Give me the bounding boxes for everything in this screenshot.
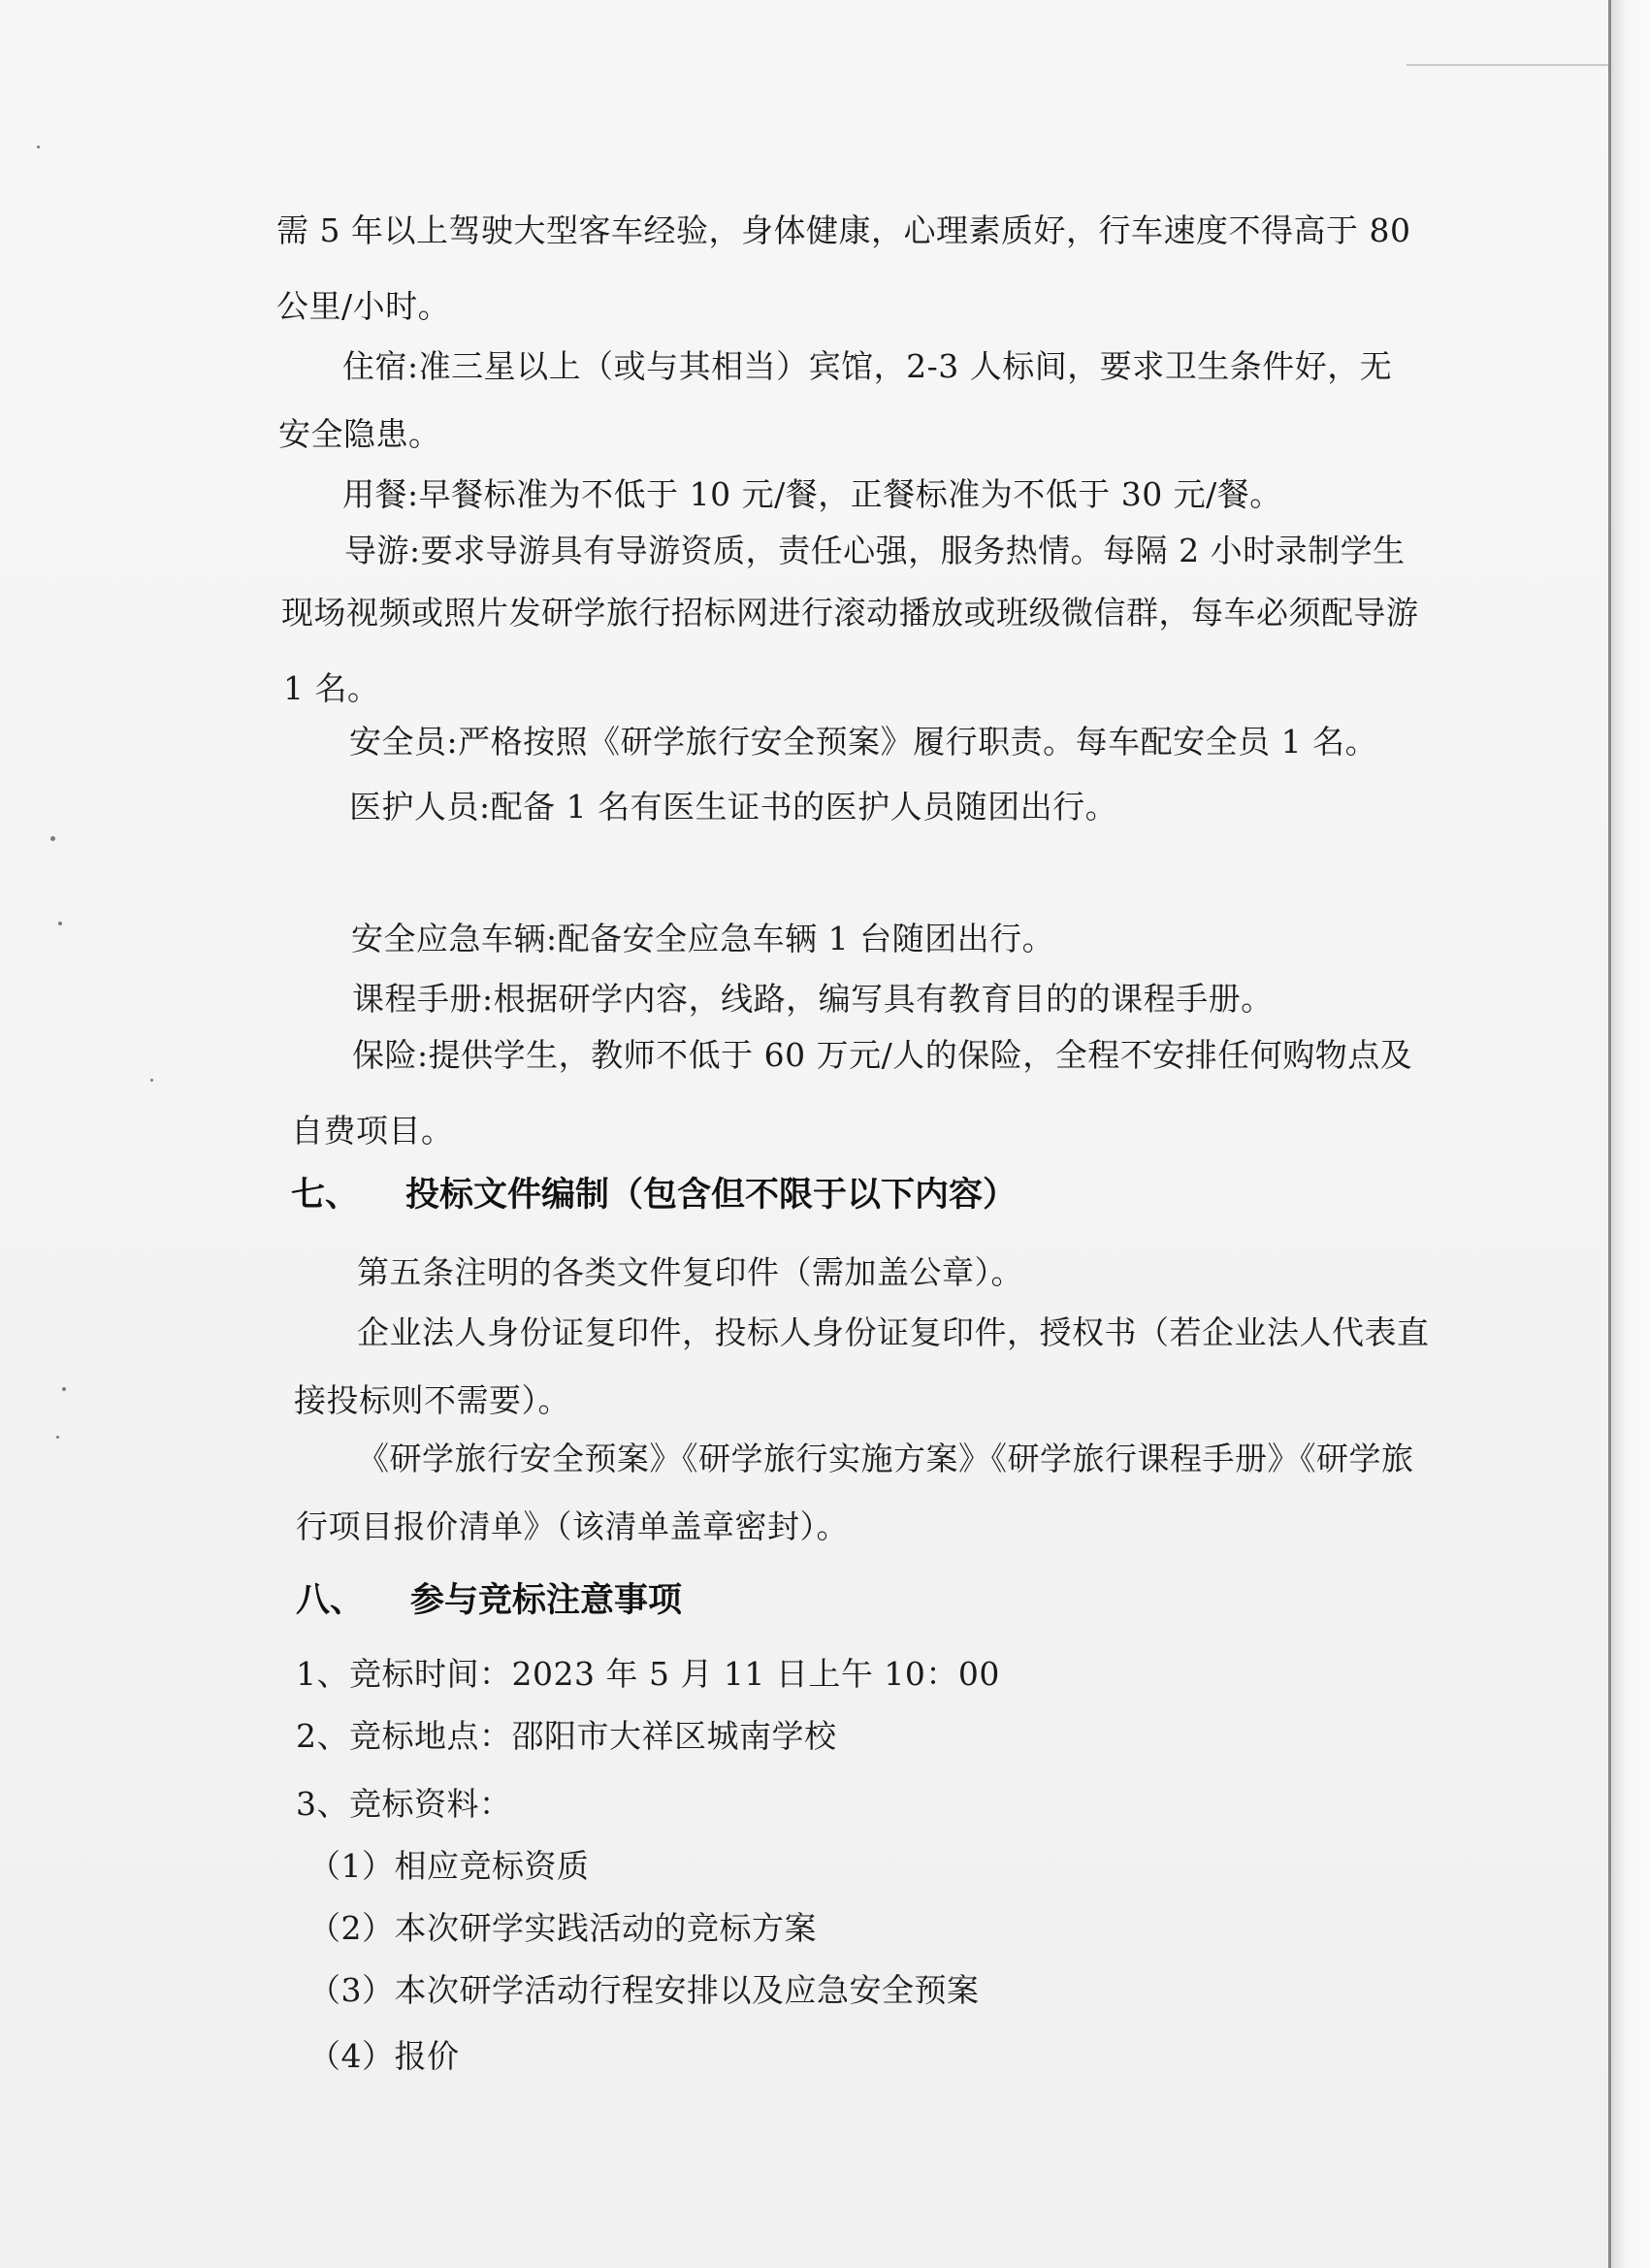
fold-line xyxy=(1406,64,1608,66)
paragraph-line: 保险:提供学生，教师不低于 60 万元/人的保险，全程不安排任何购物点及 xyxy=(352,1036,1413,1074)
section-item-line: 第五条注明的各类文件复印件（需加盖公章）。 xyxy=(357,1253,1023,1291)
list-item: 3、竞标资料： xyxy=(296,1785,512,1823)
scan-speck xyxy=(50,836,55,841)
scan-speck xyxy=(62,1387,66,1391)
paragraph-line: 现场视频或照片发研学旅行招标网进行滚动播放或班级微信群，每车必须配导游 xyxy=(281,594,1419,632)
sub-list-item: （4）报价 xyxy=(308,2037,460,2075)
scan-speck xyxy=(150,1079,153,1082)
scan-speck xyxy=(37,146,40,148)
paragraph-line: 住宿:准三星以上（或与其相当）宾馆，2-3 人标间，要求卫生条件好，无 xyxy=(342,347,1393,385)
section-number: 八、 xyxy=(296,1581,365,1620)
scanner-background xyxy=(1611,0,1649,2268)
list-item: 1、竞标时间：2023 年 5 月 11 日上午 10：00 xyxy=(296,1655,1000,1693)
section-item-line: 《研学旅行安全预案》《研学旅行实施方案》《研学旅行课程手册》《研学旅 xyxy=(357,1440,1414,1477)
paragraph-line: 自费项目。 xyxy=(291,1112,454,1150)
paragraph-line: 需 5 年以上驾驶大型客车经验，身体健康，心理素质好，行车速度不得高于 80 xyxy=(276,211,1411,249)
list-item: 2、竞标地点：邵阳市大祥区城南学校 xyxy=(296,1717,837,1755)
paragraph-line: 课程手册:根据研学内容，线路，编写具有教育目的的课程手册。 xyxy=(352,980,1274,1018)
paragraph-line: 医护人员:配备 1 名有医生证书的医护人员随团出行。 xyxy=(349,788,1118,826)
section-title: 参与竞标注意事项 xyxy=(410,1581,683,1620)
section-title: 投标文件编制（包含但不限于以下内容） xyxy=(405,1176,1018,1215)
sub-list-item: （3）本次研学活动行程安排以及应急安全预案 xyxy=(308,1971,980,2009)
paragraph-line: 公里/小时。 xyxy=(276,287,451,325)
sub-list-item: （1）相应竞标资质 xyxy=(308,1847,590,1885)
section-heading xyxy=(291,1174,1017,1216)
section-item-line: 企业法人身份证复印件，投标人身份证复印件，授权书（若企业法人代表直 xyxy=(357,1313,1430,1351)
section-item-line: 接投标则不需要）。 xyxy=(294,1381,570,1419)
scan-speck xyxy=(58,922,62,925)
paragraph-line: 安全员:严格按照《研学旅行安全预案》履行职责。每车配安全员 1 名。 xyxy=(349,723,1378,761)
paragraph-line: 1 名。 xyxy=(283,669,380,707)
section-number: 七、 xyxy=(291,1176,360,1215)
section-heading xyxy=(296,1579,682,1622)
sub-list-item: （2）本次研学实践活动的竞标方案 xyxy=(308,1909,817,1947)
paragraph-line: 导游:要求导游具有导游资质，责任心强，服务热情。每隔 2 小时录制学生 xyxy=(344,532,1406,569)
paragraph-line: 安全应急车辆:配备安全应急车辆 1 台随团出行。 xyxy=(351,920,1055,957)
paragraph-line: 安全隐患。 xyxy=(278,415,441,453)
section-item-line: 行项目报价清单》（该清单盖章密封）。 xyxy=(296,1507,849,1545)
paragraph-line: 用餐:早餐标准为不低于 10 元/餐，正餐标准为不低于 30 元/餐。 xyxy=(342,475,1282,513)
scan-speck xyxy=(56,1436,59,1439)
